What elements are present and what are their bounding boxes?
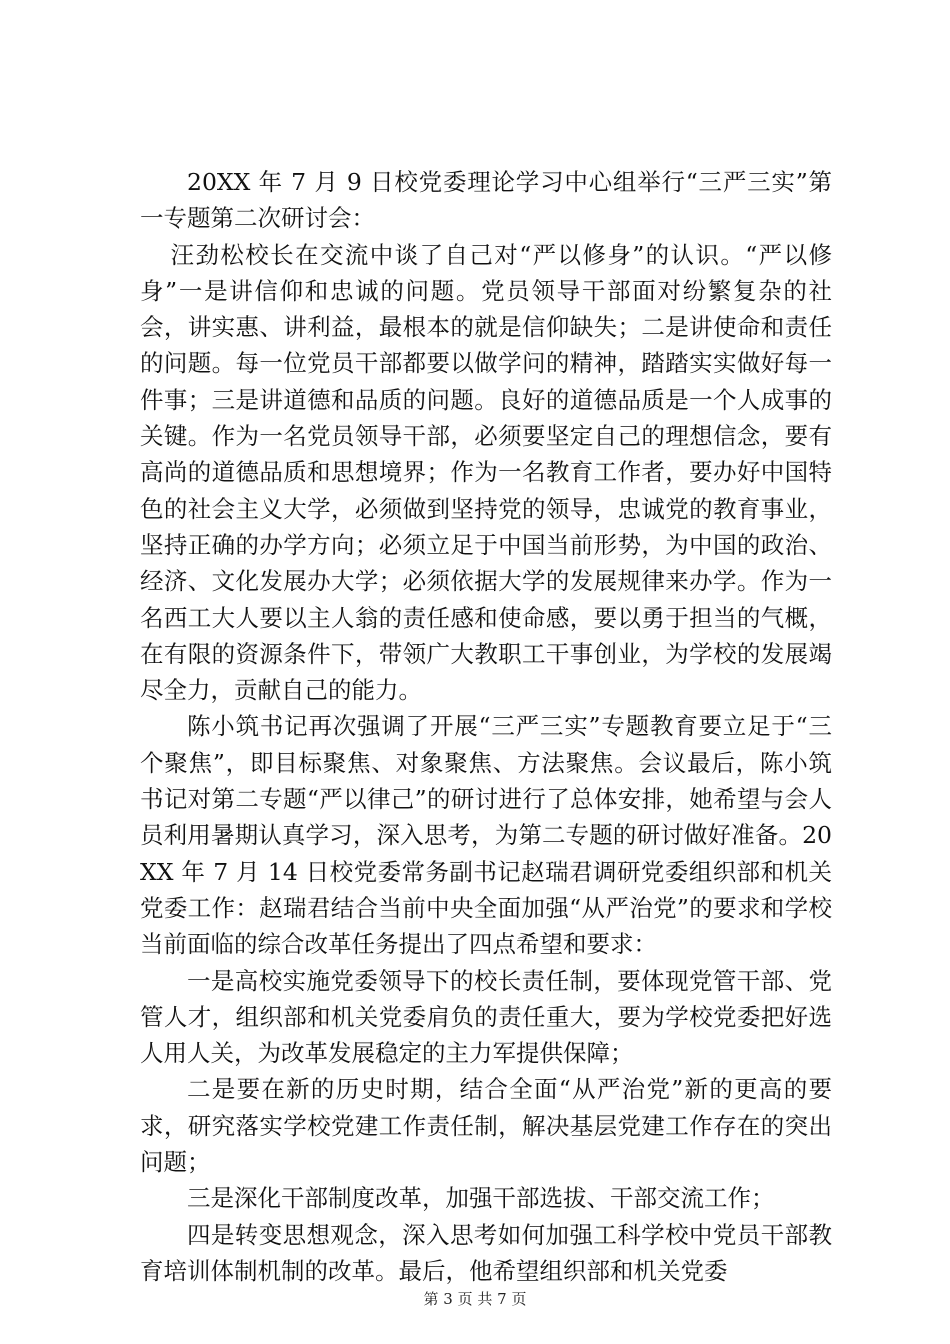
page-number-footer: 第 3 页 共 7 页 <box>423 1290 527 1308</box>
paragraph-requirement-one: 一是高校实施党委领导下的校长责任制，要体现党管干部、党管人才，组织部和机关党委肩负的责任重大，要为学校党委把好选人用人关，为改革发展稳定的主力军提供保障； <box>140 966 832 1068</box>
paragraph-secretary-remarks: 陈小筑书记再次强调了开展“三严三实”专题教育要立足于“三个聚焦”，即目标聚焦、对象聚焦、方法聚焦。会议最后，陈小筑书记对第二专题“严以律己”的研讨进行了总体安排，她希望与会人员利用暑期认真学习，深入思考，为第二专题的研讨做好准备。20XX 年 7 月 14 日校党委常务副书记赵瑞君调研党委组织部和机关党委工作：赵瑞君结合当前中央全面加强“从严治党”的要求和学校当前面临的综合改革任务提出了四点希望和要求： <box>140 712 832 959</box>
paragraph-requirement-four: 四是转变思想观念，深入思考如何加强工科学校中党员干部教育培训体制机制的改革。最后，他希望组织部和机关党委 <box>140 1220 832 1285</box>
paragraph-requirement-two: 二是要在新的历史时期，结合全面“从严治党”新的更高的要求，研究落实学校党建工作责任制，解决基层党建工作存在的突出问题； <box>140 1075 832 1177</box>
document-body <box>140 164 832 1289</box>
paragraph-requirement-three: 三是深化干部制度改革，加强干部选拔、干部交流工作； <box>187 1184 775 1213</box>
paragraph-meeting-intro: 20XX 年 7 月 9 日校党委理论学习中心组举行“三严三实”第一专题第二次研讨会： <box>140 168 832 233</box>
paragraph-president-remarks: 汪劲松校长在交流中谈了自己对“严以修身”的认识。“严以修身”一是讲信仰和忠诚的问题。党员领导干部面对纷繁复杂的社会，讲实惠、讲利益，最根本的就是信仰缺失；二是讲使命和责任的问题。每一位党员干部都要以做学问的精神，踏踏实实做好每一件事；三是讲道德和品质的问题。良好的道德品质是一个人成事的关键。作为一名党员领导干部，必须要坚定自己的理想信念，要有高尚的道德品质和思想境界；作为一名教育工作者，要办好中国特色的社会主义大学，必须做到坚持党的领导，忠诚党的教育事业，坚持正确的办学方向；必须立足于中国当前形势，为中国的政治、经济、文化发展办大学；必须依据大学的发展规律来办学。作为一名西工大人要以主人翁的责任感和使命感，要以勇于担当的气概，在有限的资源条件下，带领广大教职工干事创业，为学校的发展竭尽全力，贡献自己的能力。 <box>140 240 832 705</box>
